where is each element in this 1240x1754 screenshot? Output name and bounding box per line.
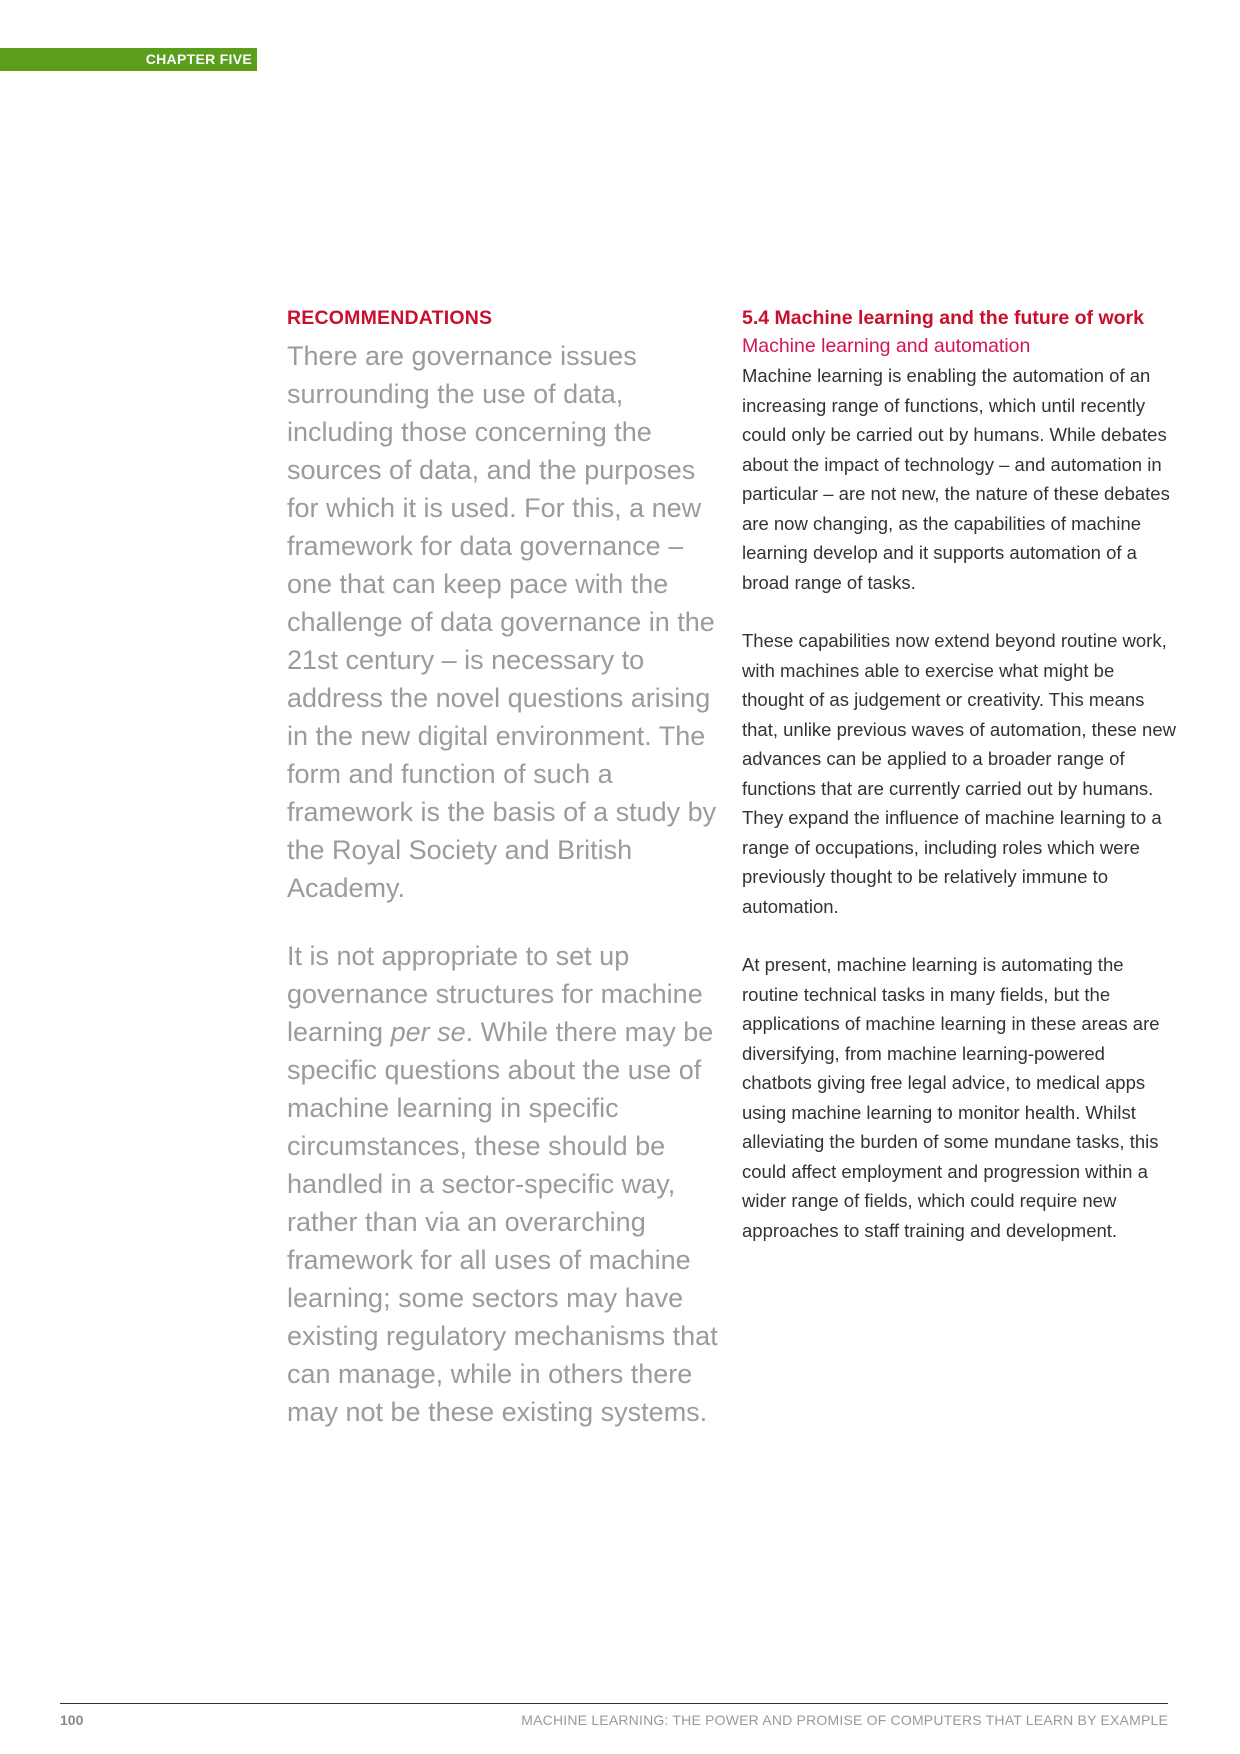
recommendation-paragraph [287, 937, 727, 1431]
body-paragraph: Machine learning is enabling the automation of an increasing range of functions, which until recently could only be carried out by humans. While debates about the impact of technology – and automation in particular – are not new, the nature of these debates are now changing, as the capabilities of machine learning develop and it supports automation of a broad range of tasks. [742, 365, 1170, 593]
footer-divider [60, 1703, 1168, 1704]
recommendation-text: . While there may be specific questions about the use of machine learning in specific circumstances, these should be handled in a sector-specific way, rather than via an overarching framework for all uses of machine learning; some sectors may have existing regulatory mechanisms that can manage, while in others there may not be these existing systems. [287, 1017, 718, 1427]
recommendation-text: It is not appropriate to set up governance structures for machine learning [287, 941, 703, 1047]
recommendations-heading: RECOMMENDATIONS [287, 307, 493, 329]
body-paragraph: These capabilities now extend beyond routine work, with machines able to exercise what might be thought of as judgement or creativity. This means that, unlike previous waves of automation, these new advances can be applied to a broader range of functions that are currently carried out by humans. They expand the influence of machine learning to a range of occupations, including roles which were previously thought to be relatively immune to automation. [742, 630, 1176, 917]
page-number: 100 [60, 1712, 84, 1728]
recommendations-box [287, 305, 727, 1431]
chapter-label: CHAPTER FIVE [0, 48, 257, 71]
recommendation-italic-text: per se [390, 1017, 466, 1047]
section-heading: 5.4 Machine learning and the future of work [742, 307, 1144, 329]
publication-title: MACHINE LEARNING: THE POWER AND PROMISE OF COMPUTERS THAT LEARN BY EXAMPLE [521, 1712, 1168, 1728]
main-text-column [742, 305, 1180, 1245]
body-paragraph: At present, machine learning is automating the routine technical tasks in many fields, but the applications of machine learning in these areas are diversifying, from machine learning-powered chatbots giving free legal advice, to medical apps using machine learning to monitor health. Whilst alleviating the burden of some mundane tasks, this could affect employment and progression within a wider range of fields, which could require new approaches to staff training and development. [742, 954, 1160, 1241]
recommendation-paragraph: There are governance issues surrounding the use of data, including those concerning the sources of data, and the purposes for which it is used. For this, a new framework for data governance – one that can keep pace with the challenge of data governance in the 21st century – is necessary to address the novel questions arising in the new digital environment. The form and function of such a framework is the basis of a study by the Royal Society and British Academy. [287, 341, 717, 903]
section-subheading: Machine learning and automation [742, 335, 1031, 357]
